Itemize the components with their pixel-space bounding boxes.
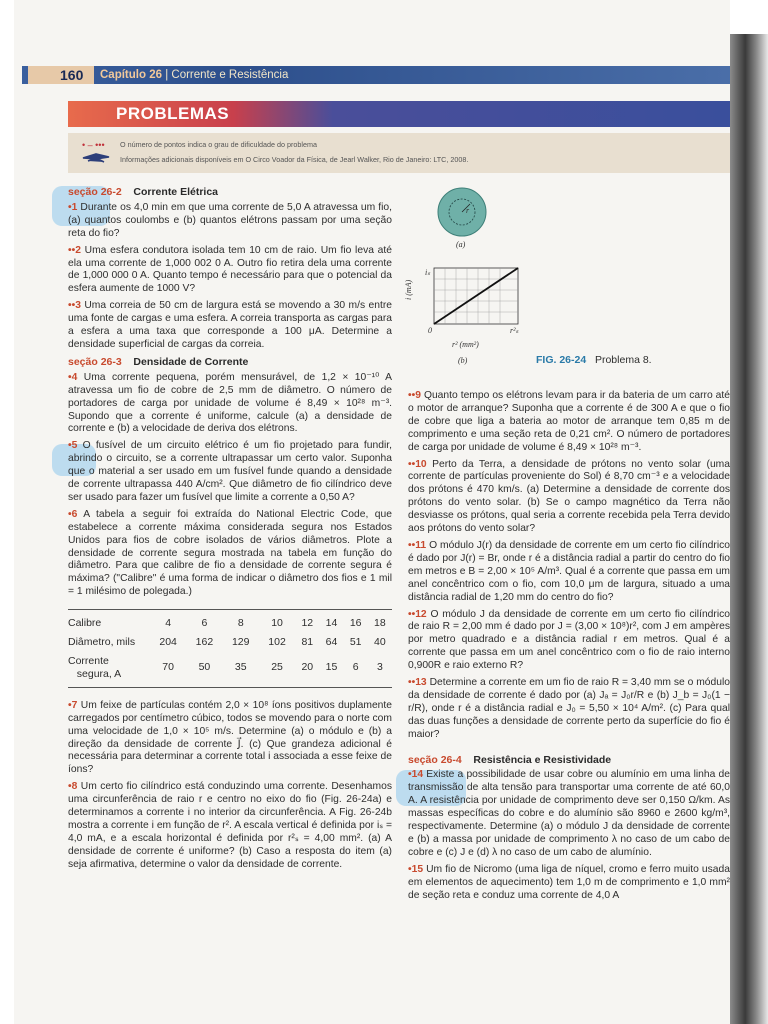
table-cell: 6 (186, 610, 222, 633)
problem-14 (408, 769, 730, 859)
problem-2 (68, 245, 392, 297)
table-cell: 8 (223, 610, 259, 633)
problem-text: A tabela a seguir foi extraída do National Electric Code, que estabelece a corrente máxima considerada segura nos Estados Unidos para fios de cobre isolados de vários diâmetros. Plote a densidade de corrente segura mostrada na tabela em função do diâmetro. Para que calibre de fio a densidade de corrente segura é máxima? ("Calibre" é uma forma de indicar o diâmetro dos fios e 1 mil = 1 milésimo de polegada.) (68, 508, 392, 598)
section-number: seção 26-2 (68, 186, 122, 198)
problem-number: •6 (68, 508, 78, 520)
section-title: Corrente Elétrica (133, 186, 219, 198)
table-cell: 40 (374, 636, 386, 649)
problem-text: Um fio de Nicromo (uma liga de níquel, cromo e ferro muito usada em elementos de aquecimento) tem 1,0 m de comprimento e 1,0 mm² de seção reta e conduz uma corrente de 4,0 A (408, 863, 730, 901)
table-cell: 6 (344, 652, 368, 687)
chapter-separator: | (165, 69, 169, 81)
table-row (68, 610, 392, 633)
problem-8 (68, 781, 392, 871)
figure-a-label: (a) (456, 240, 466, 249)
table-cell: 4 (150, 610, 186, 633)
section-number: seção 26-3 (68, 355, 122, 368)
page-margin (730, 0, 768, 34)
table-cell: 10 (259, 610, 295, 633)
chapter-heading (100, 66, 288, 84)
problem-text: O módulo J da densidade de corrente em um certo fio cilíndrico de raio R = 2,00 mm é dado por J = (3,00 × 10⁸)r², com J em ampères por metro quadrado e a distância radial r em metros. Qual é a corrente que passa em um anel concêntrico com o fio de raio interno 0,900R e raio externo R? (408, 608, 730, 672)
problem-number: •4 (68, 371, 78, 383)
table-cell: 204 (159, 636, 177, 649)
page-number: 160 (28, 66, 94, 84)
y-tick-label: iₛ (425, 268, 431, 277)
table-cell: 3 (368, 652, 392, 687)
problem-text: Uma corrente pequena, porém mensurável, de 1,2 × 10⁻¹⁰ A atravessa um fio de cobre de 2,5 mm de diâmetro. O número de portadores de carga por unidade de volume é 8,49 × 10²⁸ m⁻³. Supondo que a corrente é uniforme, calcule (a) a densidade de corrente e (b) a velocidade de deriva dos elétrons. (68, 371, 392, 435)
left-column (68, 186, 392, 876)
problem-4 (68, 372, 392, 437)
problem-number: ••12 (408, 608, 427, 620)
problem-text: Uma esfera condutora isolada tem 10 cm de raio. Um fio leva até ela uma corrente de 1,000 002 0 A. Outro fio retira dela uma corrente de 1,000 000 0 A. Quanto tempo é necessário para que o potencial da esfera aumente de 1000 V? (68, 244, 392, 295)
table-cell: 20 (295, 652, 319, 687)
origin-label: 0 (428, 326, 432, 335)
section-heading (408, 754, 730, 767)
row-label-line: Corrente (68, 655, 109, 667)
info-difficulty-text: O número de pontos indica o grau de dificuldade do problema (120, 140, 317, 149)
table-cell: 14 (319, 610, 343, 633)
x-axis-label: r² (mm²) (452, 340, 479, 349)
chapter-label: Capítulo 26 (100, 69, 162, 81)
problem-number: •15 (408, 863, 424, 875)
section-title: Densidade de Corrente (133, 355, 249, 368)
info-reference-text: Informações adicionais disponíveis em O Circo Voador da Física, de Jearl Walker, Rio de Janeiro: LTC, 2008. (120, 155, 469, 164)
table-cell: 102 (268, 636, 286, 649)
row-label (68, 652, 150, 687)
table-cell: 64 (325, 636, 338, 649)
problem-7 (68, 700, 392, 777)
table-cell: 50 (186, 652, 222, 687)
problem-3 (68, 300, 392, 352)
problem-13 (408, 677, 730, 742)
radius-label: r (466, 206, 470, 215)
problem-text: Quanto tempo os elétrons levam para ir da bateria de um carro até o motor de arranque? Suponha que a corrente é de 300 A e que o fio de cobre que liga a bateria ao motor de arranque tem 0,85 m de comprimento e uma seção reta de 0,21 cm². O número de portadores de carga por unidade de volume é 8,49 × 10²⁸ m⁻³. (408, 390, 730, 453)
problem-text: O fusível de um circuito elétrico é um fio projetado para fundir, abrindo o circuito, se a corrente ultrapassar um certo valor. Suponha que o material a ser usado em um fusível funde quando a densidade de corrente ultrapassa 440 A/cm². Que diâmetro de fio cilíndrico deve ser usado para fazer um fusível que limite a corrente a 0,50 A? (68, 440, 392, 503)
x-tick-label: r²ₛ (510, 326, 519, 335)
current-line (434, 268, 518, 324)
problem-text: Existe a possibilidade de usar cobre ou alumínio em uma linha de transmissão de alta tensão para transportar uma corrente de até 60,0 A. A resistência por unidade de comprimento deve ser 0,150 Ω/km. As massas específicas do cobre e do alumínio são 8960 e 2600 kg/m³, respectivamente. Determine (a) o módulo J da densidade de corrente e (b) a massa por unidade de comprimento λ no caso de um cabo de cobre e (c) J e (d) λ no caso de um cabo de alumínio. (408, 769, 730, 858)
section-number: seção 26-4 (408, 753, 462, 766)
problem-number: •5 (68, 440, 78, 452)
problem-6 (68, 509, 392, 599)
section-heading (68, 186, 392, 199)
table-cell: 162 (195, 636, 214, 649)
table-cell: 12 (295, 610, 319, 633)
problem-15 (408, 864, 730, 903)
page-gutter-shadow (730, 34, 768, 1024)
table-cell: 18 (368, 610, 392, 633)
right-column (408, 390, 730, 907)
wire-gauge-table (68, 609, 392, 688)
table-cell: 129 (231, 636, 250, 649)
problem-11 (408, 540, 730, 605)
table-cell: 15 (319, 652, 343, 687)
figure-b-label: (b) (458, 356, 468, 365)
problem-number: ••9 (408, 390, 421, 401)
problem-number: •7 (68, 699, 78, 711)
section-heading (68, 356, 392, 369)
difficulty-dots-icon: • – ••• (82, 140, 105, 150)
problem-text: Determine a corrente em um fio de raio R = 3,40 mm se o módulo da densidade de corrente é dado por (a) Jₐ = J₀r/R e (b) J_b = J₀(1 − r/R), onde r é a distância radial e J₀ = 5,50 × 10⁴ A/m². (c) Para qual das duas funções a densidade de corrente perto da superfície do fio é maior? (408, 677, 730, 740)
problem-number: •14 (408, 769, 424, 781)
table-cell: 16 (344, 610, 368, 633)
problem-number: •8 (68, 781, 78, 793)
problem-number: ••3 (68, 300, 81, 312)
table-row (68, 652, 392, 687)
figure-caption (536, 354, 652, 366)
y-axis-label: i (mA) (404, 279, 413, 300)
chapter-title: Corrente e Resistência (171, 69, 289, 81)
flying-circus-icon (82, 152, 110, 164)
problem-12 (408, 609, 730, 674)
problems-title: PROBLEMAS (116, 104, 230, 123)
problem-5 (68, 440, 392, 505)
row-label-line: segura, A (76, 667, 122, 680)
figure-number: FIG. 26-24 (536, 354, 587, 366)
problem-9 (408, 390, 730, 455)
problem-number: •1 (68, 201, 78, 213)
section-title: Resistência e Resistividade (473, 753, 612, 766)
problem-text: Durante os 4,0 min em que uma corrente de 5,0 A atravessa um fio, (a) quantos coulombs e (b) quantos elétrons passam por uma seção reta do fio? (68, 201, 392, 239)
table-cell: 70 (150, 652, 186, 687)
problem-text: Um feixe de partículas contém 2,0 × 10⁸ íons positivos duplamente carregados por centímetro cúbico, todos se movendo para o norte com uma velocidade de 1,0 × 10⁵ m/s. Determine (a) o módulo e (b) a direção da densidade de corrente J⃗. (c) Que grandeza adicional é necessária para determinar a corrente total i associada a esse feixe de íons? (68, 699, 392, 776)
problem-10 (408, 459, 730, 536)
row-label: Diâmetro, mils (68, 636, 136, 649)
problem-number: ••2 (68, 244, 81, 256)
problem-text: Uma correia de 50 cm de largura está se movendo a 30 m/s entre uma fonte de cargas e uma esfera. A correia transporta as cargas para a esfera a uma taxa que corresponde a 100 μA. Determine a densidade superficial de cargas da correia. (68, 300, 392, 350)
table-cell: 81 (301, 636, 314, 649)
table-row (68, 633, 392, 652)
figure-caption-text: Problema 8. (594, 354, 652, 366)
problem-1 (68, 202, 392, 241)
row-label: Calibre (68, 610, 150, 633)
table-cell: 51 (349, 636, 362, 649)
info-box (68, 133, 730, 173)
table-cell: 35 (223, 652, 259, 687)
problem-number: ••11 (408, 539, 427, 551)
problem-text: Um certo fio cilíndrico está conduzindo uma corrente. Desenhamos uma circunferência de raio r e centro no eixo do fio (Fig. 26-24a) e determinamos a corrente i no interior da circunferência. A Fig. 26-24b mostra a corrente i em função de r². A escala vertical é definida por iₛ = 4,0 mA, e a escala horizontal é definida por r²ₛ = 4,00 mm². (a) A densidade de corrente é uniforme? (b) Caso a resposta do item (a) seja afirmativa, determine o valor da densidade de corrente. (68, 781, 392, 870)
table-cell: 25 (259, 652, 295, 687)
problem-text: O módulo J(r) da densidade de corrente em um certo fio cilíndrico é dado por J(r) = Br, onde r é a distância radial a partir do centro do fio em metros e B = 2,00 × 10⁵ A/m³. Qual é a corrente que passa em um anel concêntrico com o fio, com 10,0 μm de largura, situado a uma distância radial de 1,20 mm do centro do fio? (408, 539, 730, 603)
problem-number: ••13 (408, 677, 427, 689)
problem-text: Perto da Terra, a densidade de prótons no vento solar (uma corrente de partículas proveniente do Sol) é 8,70 cm⁻³ e a velocidade dos prótons é 470 km/s. (a) Determine a densidade de corrente dos prótons do vento solar. (b) Se o campo magnético da Terra não desviasse os prótons, qual seria a corrente recebida pela Terra devido aos prótons do vento solar? (408, 458, 730, 535)
problem-number: ••10 (408, 458, 427, 470)
